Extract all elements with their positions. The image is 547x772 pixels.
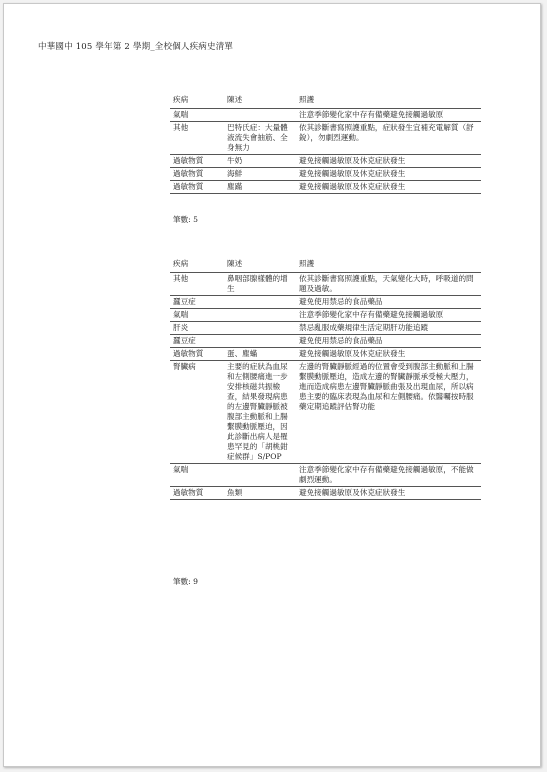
cell-disease: 肝炎 <box>173 323 189 332</box>
table-header-row <box>170 94 481 109</box>
cell-care: 避免使用禁忌的食品藥品 <box>299 297 383 306</box>
table-body <box>170 109 481 194</box>
disease-table-2 <box>170 258 481 500</box>
column-header-disease: 疾病 <box>170 94 224 109</box>
cell-statement: 巴特氏症：大量體液流失會抽筋、全身無力 <box>227 123 288 152</box>
table-row <box>170 181 481 194</box>
cell-statement: 牛奶 <box>227 156 243 165</box>
column-header-care: 照護 <box>296 258 481 273</box>
table-row <box>170 348 481 361</box>
table-row <box>170 122 481 155</box>
column-header-disease: 疾病 <box>170 258 224 273</box>
column-header-care: 照護 <box>296 94 481 109</box>
cell-care: 避免接觸過敏原及休克症狀發生 <box>299 156 406 165</box>
cell-statement: 海鮮 <box>227 169 243 178</box>
table-row <box>170 155 481 168</box>
cell-care: 左邊的腎臟靜脈經過的位置會受到腹部主動脈和上腸繫膜動脈壓迫，造成左邊的腎臟靜脈承受極大壓力，進而造成病患左邊腎臟靜脈曲張及出現血尿，所以病患主要的臨床表現為血尿和左側腰痛。依醫囑按時服藥定期追蹤評估腎功能 <box>299 362 474 411</box>
cell-statement <box>224 109 296 122</box>
column-header-statement: 陳述 <box>224 258 296 273</box>
table-row <box>170 273 481 296</box>
cell-care: 避免接觸過敏原及休克症狀發生 <box>299 349 406 358</box>
table-row <box>170 322 481 335</box>
cell-disease: 蠶豆症 <box>173 297 196 306</box>
cell-disease: 其他 <box>173 123 189 132</box>
cell-care: 注意季節變化家中存有備藥避免接觸過敏原，不能做劇烈運動。 <box>299 465 474 484</box>
cell-care: 注意季節變化家中存有備藥避免接觸過敏原 <box>299 110 444 119</box>
disease-table-1 <box>170 94 481 194</box>
cell-statement <box>224 322 296 335</box>
cell-statement: 塵蹣 <box>227 182 243 191</box>
cell-disease: 過敏物質 <box>173 349 204 358</box>
table-row <box>170 464 481 487</box>
cell-disease: 其他 <box>173 274 189 283</box>
cell-disease: 氣喘 <box>173 110 189 119</box>
cell-care: 避免接觸過敏原及休克症狀發生 <box>299 182 406 191</box>
cell-statement: 魚類 <box>227 488 243 497</box>
cell-care: 依其診斷書寫照護重點，天氣變化大時，呼吸道的問題及過敏。 <box>299 274 474 293</box>
table-header-row <box>170 258 481 273</box>
cell-care: 注意季節變化家中存有備藥避免接觸過敏原 <box>299 310 444 319</box>
table-body <box>170 273 481 500</box>
table-row <box>170 487 481 500</box>
cell-disease: 氣喘 <box>173 310 189 319</box>
cell-statement: 蛋、塵蟎 <box>227 349 258 358</box>
cell-disease: 過敏物質 <box>173 169 204 178</box>
cell-statement <box>224 296 296 309</box>
document-title: 中華國中 105 學年第 2 學期_全校個人疾病史清單 <box>38 42 234 52</box>
cell-disease: 腎臟病 <box>173 362 196 371</box>
cell-statement: 鼻咽部腺樣體的增生 <box>227 274 288 293</box>
table-row <box>170 296 481 309</box>
cell-disease: 氣喘 <box>173 465 189 474</box>
document-page <box>3 3 541 767</box>
cell-care: 避免使用禁忌的食品藥品 <box>299 336 383 345</box>
cell-statement <box>224 309 296 322</box>
cell-disease: 過敏物質 <box>173 488 204 497</box>
table-row <box>170 361 481 464</box>
cell-statement <box>224 464 296 487</box>
table-row <box>170 109 481 122</box>
cell-statement: 主要的症狀為血尿和左側腰痛進一步安排核磁共振檢查，結果發現病患的左邊腎臟靜脈被腹部主動脈和上腸繫膜動脈壓迫，因此診斷出病人是罹患罕見的「胡桃鉗症候群」S/POP <box>227 362 288 461</box>
cell-disease: 過敏物質 <box>173 156 204 165</box>
cell-care: 禁忌亂服成藥規律生活定期肝功能追蹤 <box>299 323 429 332</box>
record-count: 筆數: 9 <box>173 577 198 586</box>
cell-care: 避免接觸過敏原及休克症狀發生 <box>299 488 406 497</box>
cell-care: 避免接觸過敏原及休克症狀發生 <box>299 169 406 178</box>
table-row <box>170 309 481 322</box>
record-count: 筆數: 5 <box>173 215 198 224</box>
cell-disease: 過敏物質 <box>173 182 204 191</box>
cell-care: 依其診斷書寫照護重點，症狀發生宜補充電解質（舒銳），勿劇烈運動。 <box>299 123 474 142</box>
table-row <box>170 335 481 348</box>
column-header-statement: 陳述 <box>224 94 296 109</box>
cell-disease: 蠶豆症 <box>173 336 196 345</box>
cell-statement <box>224 335 296 348</box>
table-row <box>170 168 481 181</box>
